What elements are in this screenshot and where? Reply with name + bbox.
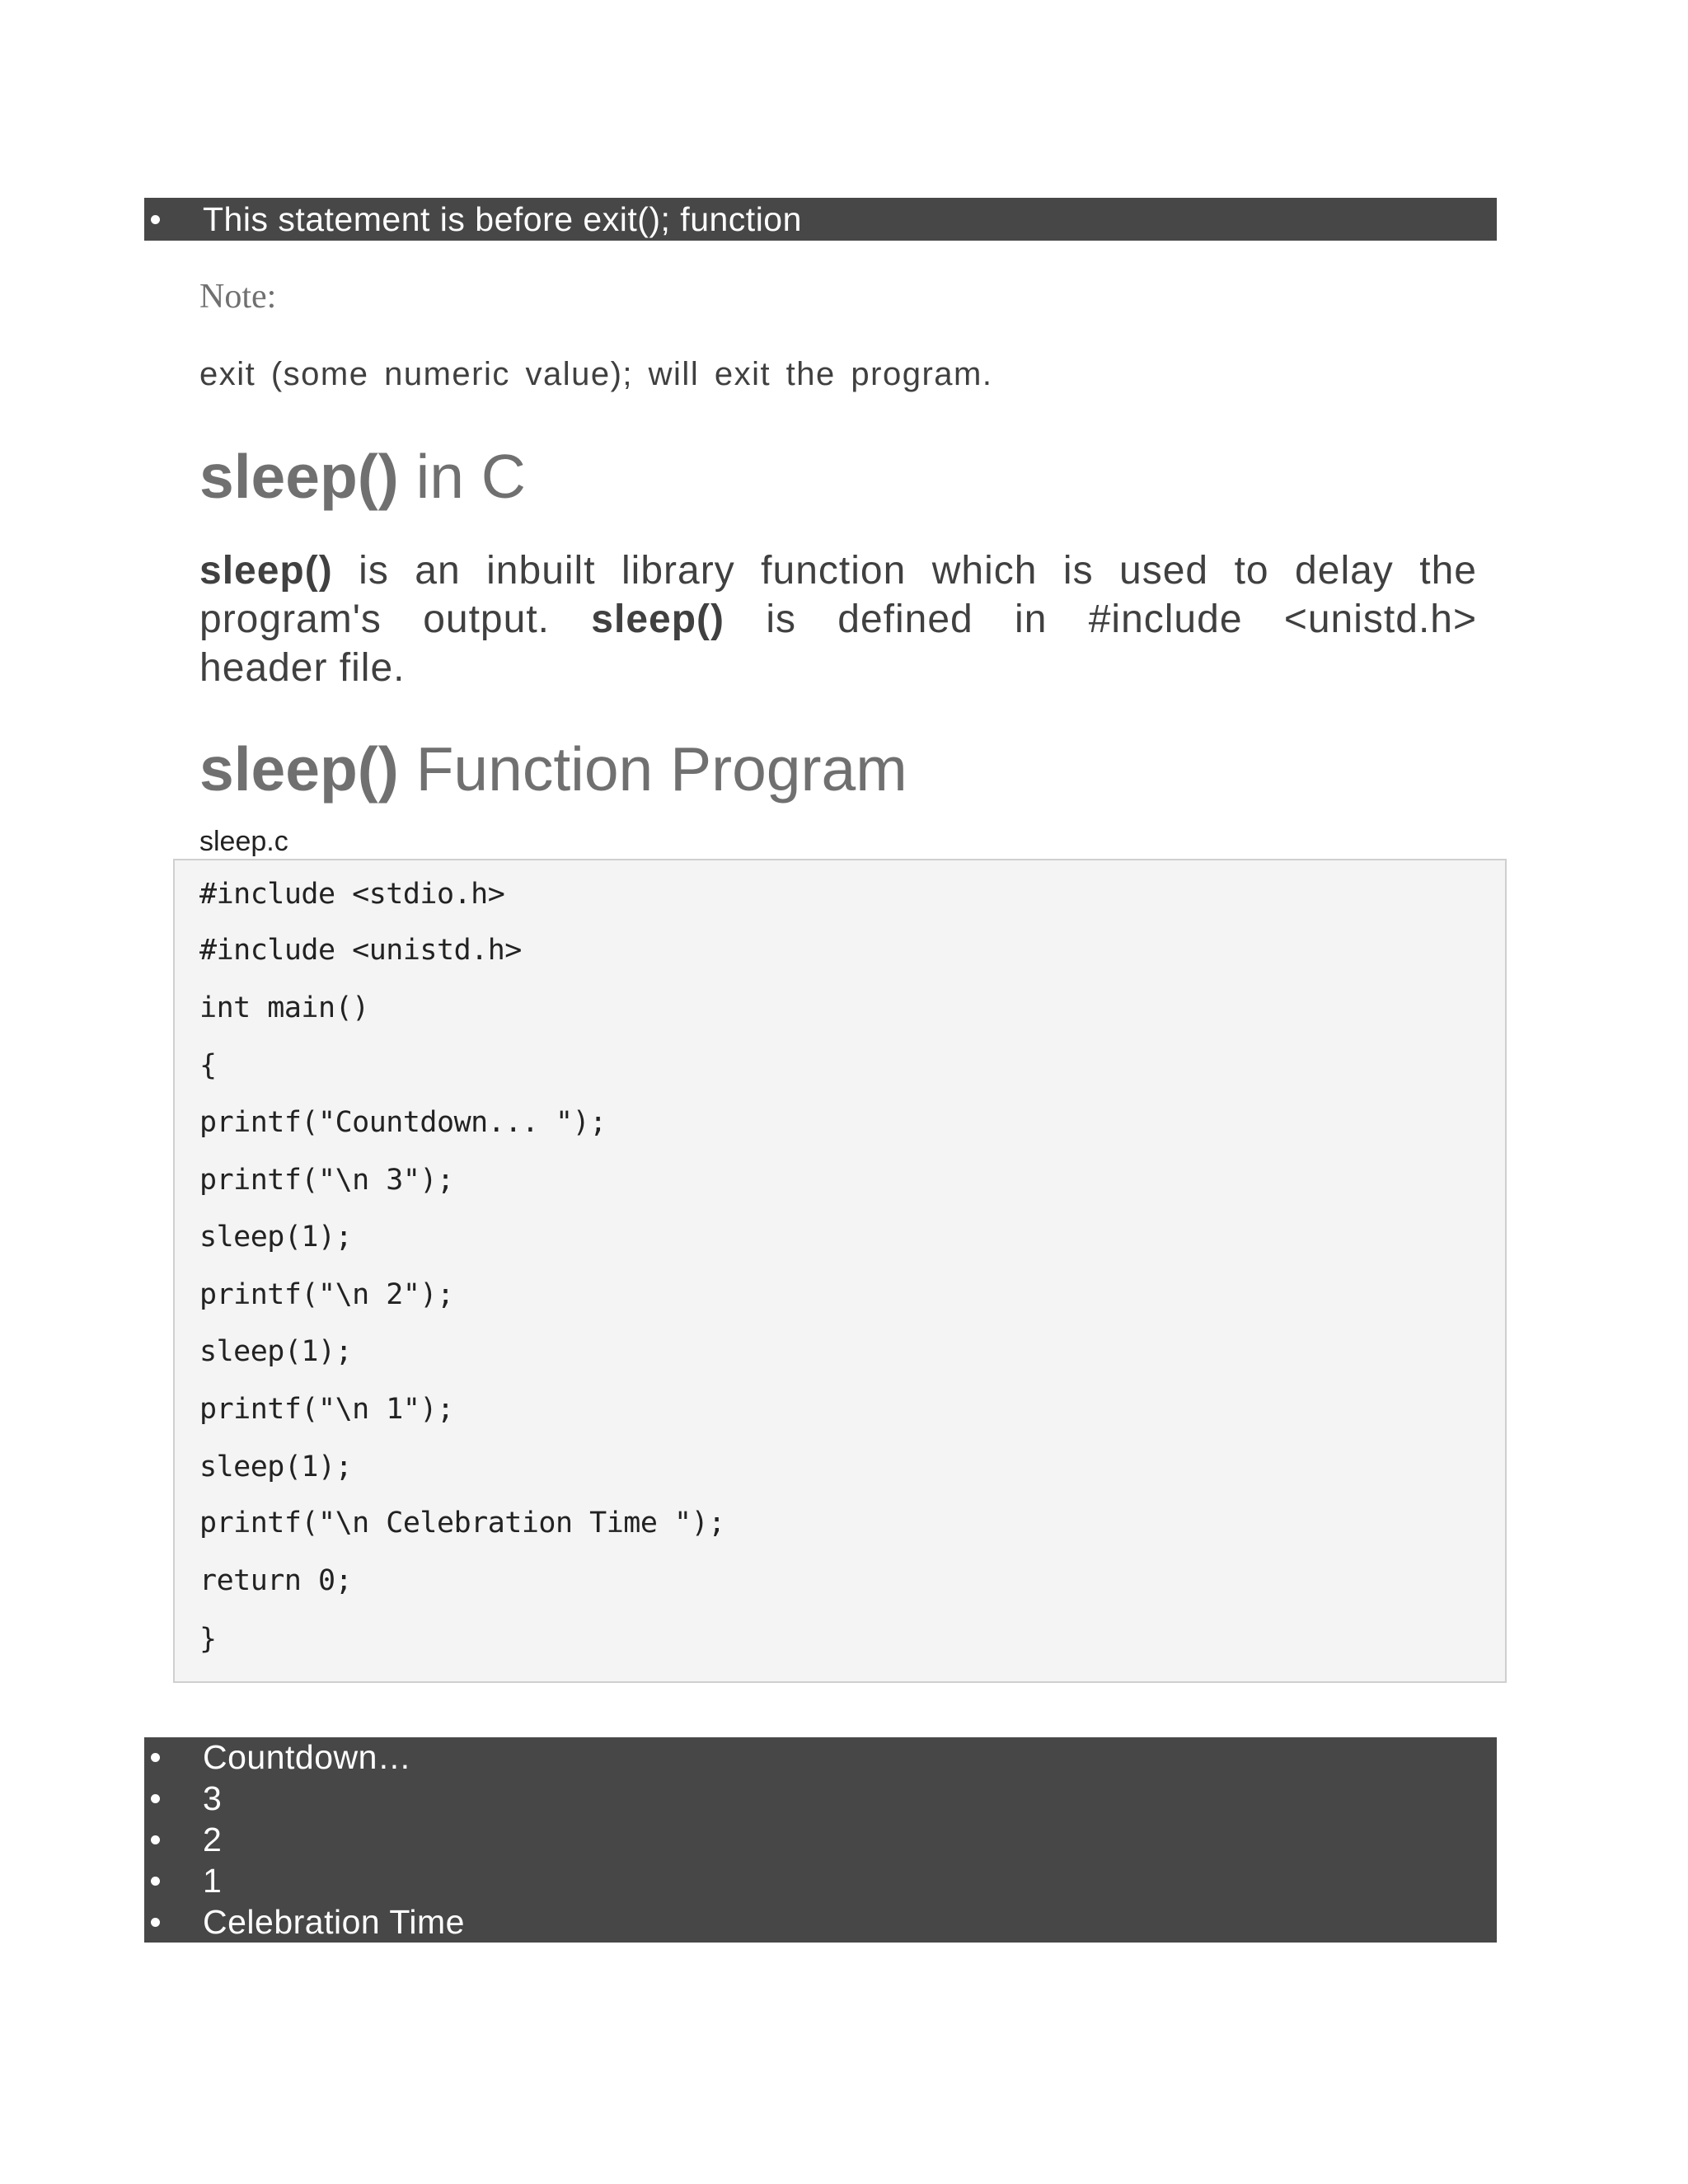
section-heading-program (199, 733, 907, 804)
bullet-icon (151, 215, 160, 224)
code-line: printf("\n 2"); (199, 1278, 454, 1311)
paragraph-line-2 (199, 595, 1477, 644)
bullet-text: This statement is before exit(); function (203, 199, 802, 238)
bullet-item (144, 198, 1497, 241)
paragraph-bold: sleep() (591, 598, 725, 641)
bullet-icon (151, 1753, 160, 1762)
code-line: } (199, 1623, 217, 1656)
paragraph-text: is an inbuilt library function which is used to delay the (332, 549, 1477, 593)
paragraph-line-3: header file. (199, 646, 406, 690)
code-line: { (199, 1049, 217, 1082)
heading-rest: Function Program (398, 734, 907, 804)
output-text: 1 (203, 1861, 223, 1900)
code-line: sleep(1); (199, 1451, 353, 1483)
output-item (144, 1779, 1497, 1820)
paragraph-bold: sleep() (199, 549, 333, 593)
heading-bold: sleep() (199, 442, 399, 511)
code-line: printf("\n Celebration Time "); (199, 1507, 725, 1540)
output-text: 3 (203, 1779, 223, 1818)
code-line: printf("\n 1"); (199, 1393, 454, 1426)
exit-description: exit (some numeric value); will exit the program. (199, 356, 993, 392)
note-label: Note: (199, 278, 277, 316)
output-text: Celebration Time (203, 1902, 465, 1941)
output-text: Countdown… (203, 1738, 412, 1777)
paragraph-line-1 (199, 546, 1477, 595)
bullet-icon (151, 1794, 160, 1803)
section-heading-sleep (199, 441, 526, 512)
bullet-icon (151, 1877, 160, 1886)
code-line: sleep(1); (199, 1335, 353, 1368)
heading-rest: in C (398, 442, 526, 511)
code-line: #include <stdio.h> (199, 878, 505, 911)
code-line: return 0; (199, 1564, 353, 1597)
bullet-icon (151, 1835, 160, 1844)
code-line: int main() (199, 991, 369, 1024)
code-line: printf("Countdown... "); (199, 1106, 607, 1139)
output-item (144, 1820, 1497, 1861)
code-filename: sleep.c (199, 826, 288, 857)
output-item (144, 1737, 1497, 1779)
code-line: #include <unistd.h> (199, 934, 522, 967)
output-item (144, 1860, 1497, 1901)
code-block (173, 859, 1507, 1683)
program-output-band (144, 1737, 1497, 1943)
code-line: sleep(1); (199, 1221, 353, 1254)
sleep-description-paragraph (199, 546, 1477, 692)
output-item (144, 1901, 1497, 1943)
paragraph-text: is defined in #include <unistd.h> (724, 598, 1478, 641)
code-line: printf("\n 3"); (199, 1164, 454, 1197)
statement-output-band (144, 198, 1497, 241)
output-text: 2 (203, 1820, 223, 1858)
bullet-icon (151, 1918, 160, 1927)
paragraph-text: program's output. (199, 598, 592, 641)
heading-bold: sleep() (199, 734, 399, 804)
